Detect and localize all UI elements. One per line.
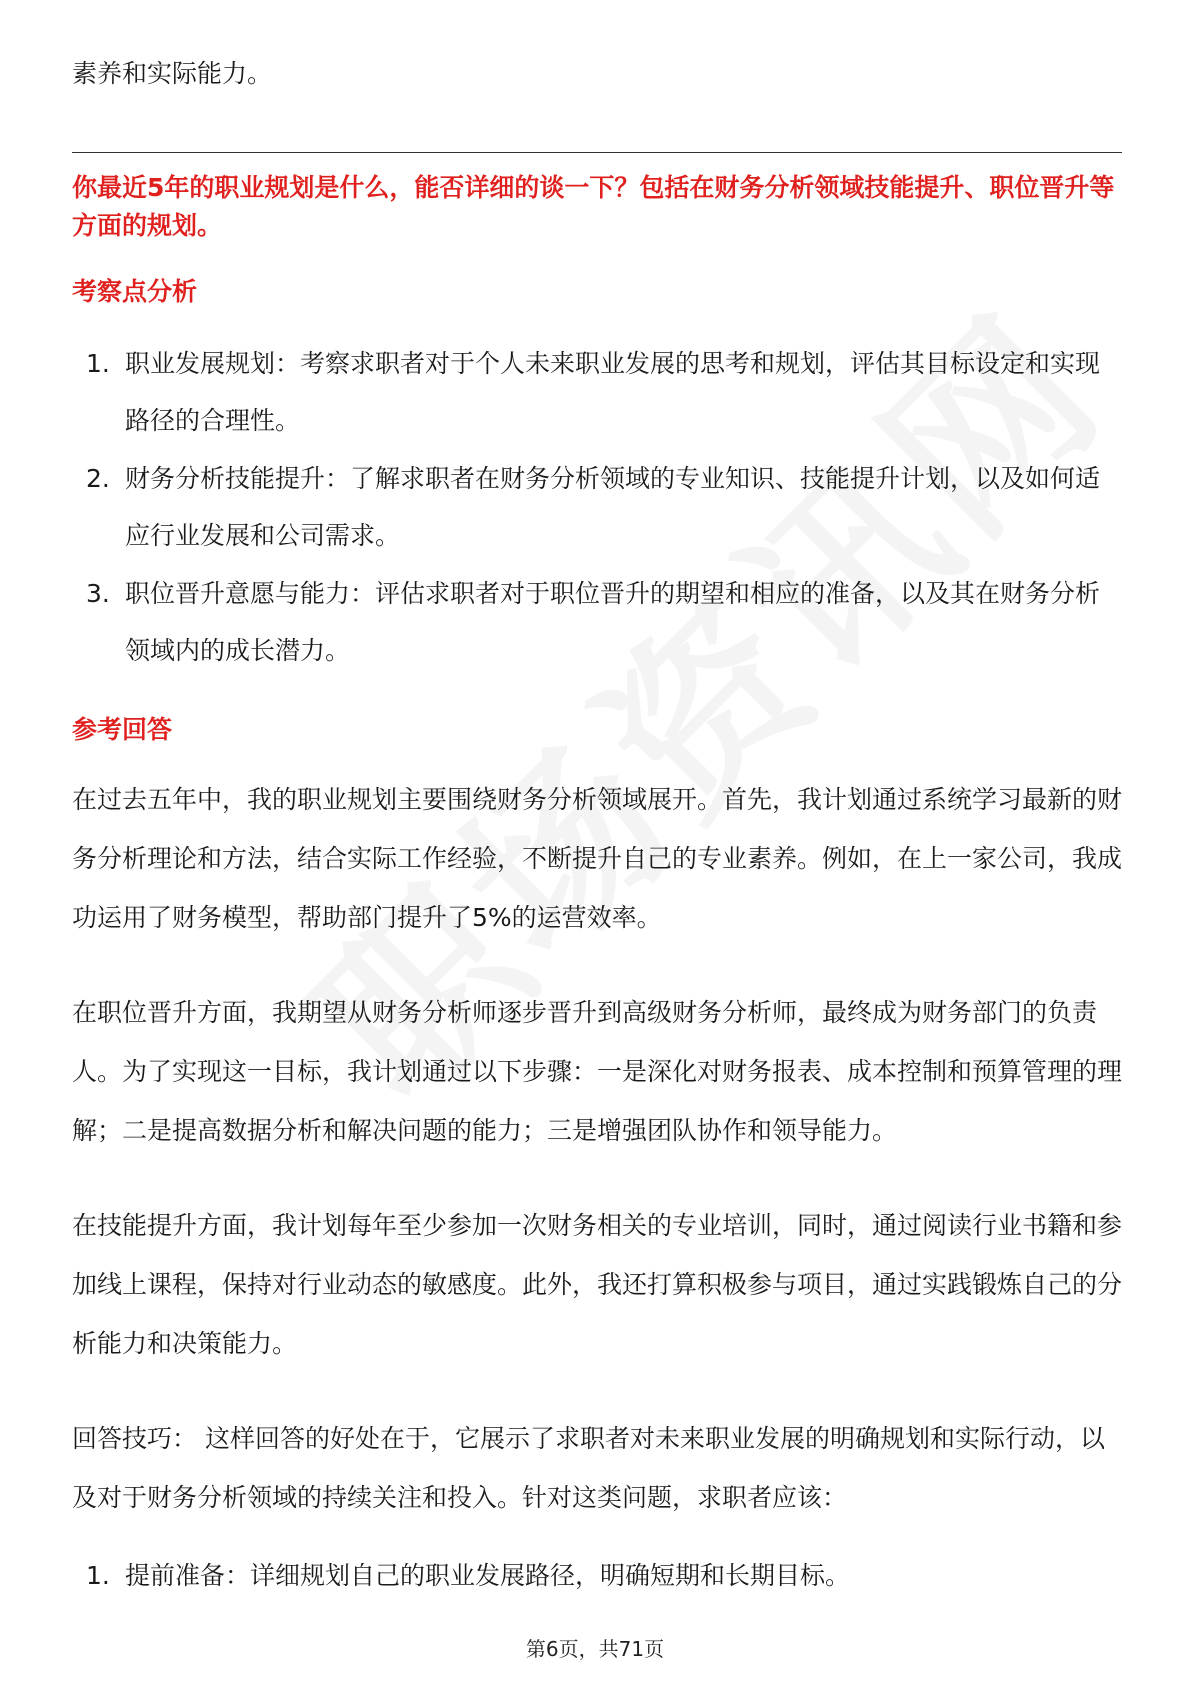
analysis-title: 考察点分析 bbox=[72, 277, 198, 306]
answer-paragraph: 在职位晋升方面，我期望从财务分析师逐步晋升到高级财务分析师，最终成为财务部门的负责人。为了实现这一目标，我计划通过以下步骤：一是深化对财务报表、成本控制和预算管理的理解；二是提高数据分析和解决问题的能力；三是增强团队协作和领导能力。 bbox=[72, 998, 1123, 1145]
tips-list bbox=[72, 1547, 1122, 1604]
answer-tips-paragraph: 回答技巧： 这样回答的好处在于，它展示了求职者对未来职业发展的明确规划和实际行动，以及对于财务分析领域的持续关注和投入。针对这类问题，求职者应该： bbox=[72, 1424, 1105, 1512]
answer-paragraph: 在过去五年中，我的职业规划主要围绕财务分析领域展开。首先，我计划通过系统学习最新的财务分析理论和方法，结合实际工作经验，不断提升自己的专业素养。例如，在上一家公司，我成功运用了财务模型，帮助部门提升了5%的运营效率。 bbox=[72, 785, 1123, 932]
list-number: 1. bbox=[86, 1561, 110, 1590]
analysis-item bbox=[72, 450, 1122, 564]
intro-tail: 素养和实际能力。 bbox=[72, 59, 273, 88]
analysis-item bbox=[72, 335, 1122, 449]
question-heading: 你最近5年的职业规划是什么，能否详细的谈一下？包括在财务分析领域技能提升、职位晋升等方面的规划。 bbox=[72, 173, 1115, 240]
analysis-item-text: 职业发展规划：考察求职者对于个人未来职业发展的思考和规划，评估其目标设定和实现路径的合理性。 bbox=[125, 349, 1101, 435]
list-number: 1. bbox=[86, 349, 110, 378]
tip-item-text: 提前准备：详细规划自己的职业发展路径，明确短期和长期目标。 bbox=[125, 1561, 851, 1590]
tip-item bbox=[72, 1547, 1122, 1604]
analysis-item bbox=[72, 565, 1122, 679]
analysis-item-text: 职位晋升意愿与能力：评估求职者对于职位晋升的期望和相应的准备，以及其在财务分析领域内的成长潜力。 bbox=[125, 579, 1101, 665]
page-footer: 第6页，共71页 bbox=[525, 1637, 665, 1661]
list-number: 3. bbox=[86, 579, 110, 608]
content bbox=[72, 44, 1122, 1604]
answer-paragraph: 在技能提升方面，我计划每年至少参加一次财务相关的专业培训，同时，通过阅读行业书籍和参加线上课程，保持对行业动态的敏感度。此外，我还打算积极参与项目，通过实践锻炼自己的分析能力和决策能力。 bbox=[72, 1211, 1123, 1358]
list-number: 2. bbox=[86, 464, 110, 493]
divider bbox=[72, 152, 1122, 153]
analysis-list bbox=[72, 335, 1122, 679]
answer-title: 参考回答 bbox=[72, 715, 173, 744]
analysis-item-text: 财务分析技能提升：了解求职者在财务分析领域的专业知识、技能提升计划，以及如何适应行业发展和公司需求。 bbox=[125, 464, 1101, 550]
